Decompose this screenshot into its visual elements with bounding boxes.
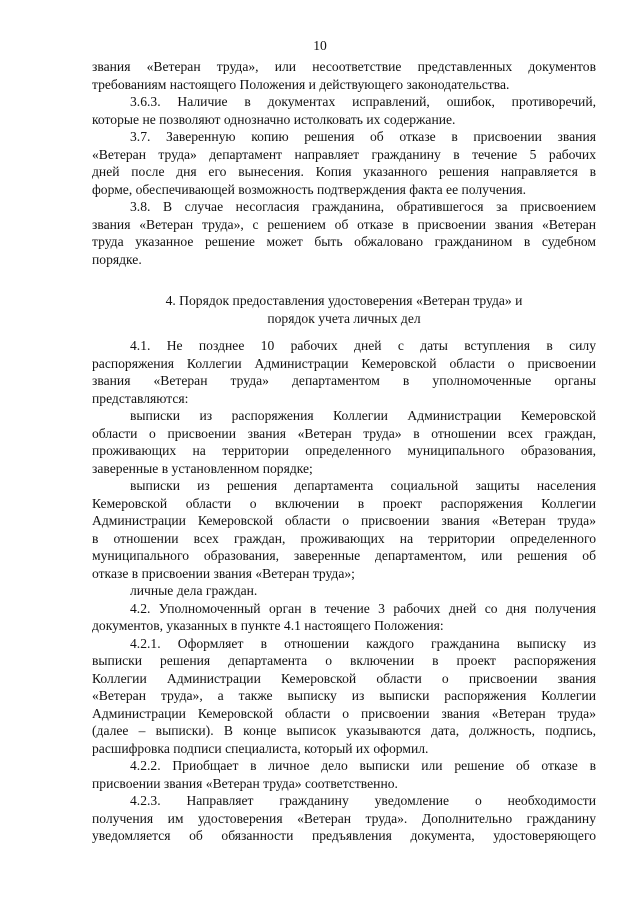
text-line: личные дела граждан.: [130, 583, 258, 598]
text-line: Кемеровской области о включении в проект распоряжения Коллегии: [92, 495, 596, 511]
document-body: [92, 58, 596, 845]
text-line: (далее – выписки). В конце выписок указываются дата, должность, подпись,: [92, 723, 596, 738]
text-line: «Ветеран труда» департамент направляет гражданину в течение 5 рабочих: [92, 146, 596, 162]
text-line: Коллегии Администрации Кемеровской области о присвоении звания: [92, 670, 596, 686]
section-heading: 4. Порядок предоставления удостоверения «Ветеран труда» и: [165, 293, 523, 308]
text-line: присвоении звания «Ветеран труда» соответственно.: [92, 775, 398, 791]
text-line: 4.2.1. Оформляет в отношении каждого гражданина выписку из: [130, 635, 596, 651]
text-line: документов, указанных в пункте 4.1 настоящего Положения:: [92, 618, 444, 633]
text-line: дней после дня его вынесения. Копия указанного решения направляется в: [92, 164, 596, 179]
text-line: распоряжения Коллегии Администрации Кемеровской области о присвоении: [92, 355, 596, 371]
text-line: 4.2.3. Направляет гражданину уведомление о необходимости: [130, 793, 596, 808]
text-line: звания «Ветеран труда», с решением об отказе в присвоении звания «Ветеран: [92, 216, 596, 232]
page-number: 10: [313, 38, 327, 53]
text-line: расшифровка подписи специалиста, который их оформил.: [92, 740, 429, 756]
text-line: представляются:: [92, 390, 189, 406]
text-line: труда указанное решение может быть обжаловано гражданином в судебном: [92, 234, 596, 249]
text-line: 4.2.2. Приобщает в личное дело выписки или решение об отказе в: [130, 758, 596, 773]
text-line: области о присвоении звания «Ветеран труда» в отношении всех граждан,: [92, 425, 596, 441]
text-line: получения им удостоверения «Ветеран труда». Дополнительно гражданину: [92, 810, 596, 826]
text-line: заверенные в установленном порядке;: [92, 460, 313, 476]
text-line: выписки решения департамента о включении в проект распоряжения: [92, 653, 596, 668]
text-line: в отношении всех граждан, проживающих на территории определенного: [92, 530, 596, 546]
text-line: порядке.: [92, 251, 142, 267]
text-line: 3.6.3. Наличие в документах исправлений, ошибок, противоречий,: [130, 94, 596, 109]
text-line: форме, обеспечивающей возможность подтверждения факта ее получения.: [92, 181, 527, 197]
text-line: «Ветеран труда», а также выписку из выписки распоряжения Коллегии: [92, 688, 596, 703]
text-line: Администрации Кемеровской области о присвоении звания «Ветеран труда»: [92, 705, 596, 721]
text-line: Администрации Кемеровской области о присвоении звания «Ветеран труда»: [92, 513, 596, 528]
text-line: муниципального образования, заверенные департаментом, или решения об: [92, 548, 596, 563]
text-line: 3.7. Заверенную копию решения об отказе в присвоении звания: [130, 129, 596, 144]
text-line: звания «Ветеран труда», или несоответствие представленных документов: [92, 59, 596, 74]
text-line: 4.2. Уполномоченный орган в течение 3 рабочих дней со дня получения: [130, 600, 596, 616]
text-line: отказе в присвоении звания «Ветеран труда»;: [92, 565, 355, 581]
text-line: выписки из решения департамента социальной защиты населения: [130, 478, 596, 493]
text-line: выписки из распоряжения Коллегии Администрации Кемеровской: [130, 408, 596, 423]
text-line: требованиям настоящего Положения и действующего законодательства.: [92, 76, 510, 92]
text-line: 4.1. Не позднее 10 рабочих дней с даты вступления в силу: [130, 338, 596, 353]
text-line: которые не позволяют однозначно истолковать их содержание.: [92, 111, 456, 127]
text-line: проживающих на территории определенного муниципального образования,: [92, 443, 596, 458]
text-line: 3.8. В случае несогласия гражданина, обратившегося за присвоением: [130, 199, 596, 214]
text-line: уведомляется об обязанности предъявления документа, удостоверяющего: [92, 828, 596, 843]
text-line: звания «Ветеран труда» департаментом в уполномоченные органы: [92, 373, 596, 388]
section-heading: порядок учета личных дел: [267, 310, 421, 326]
